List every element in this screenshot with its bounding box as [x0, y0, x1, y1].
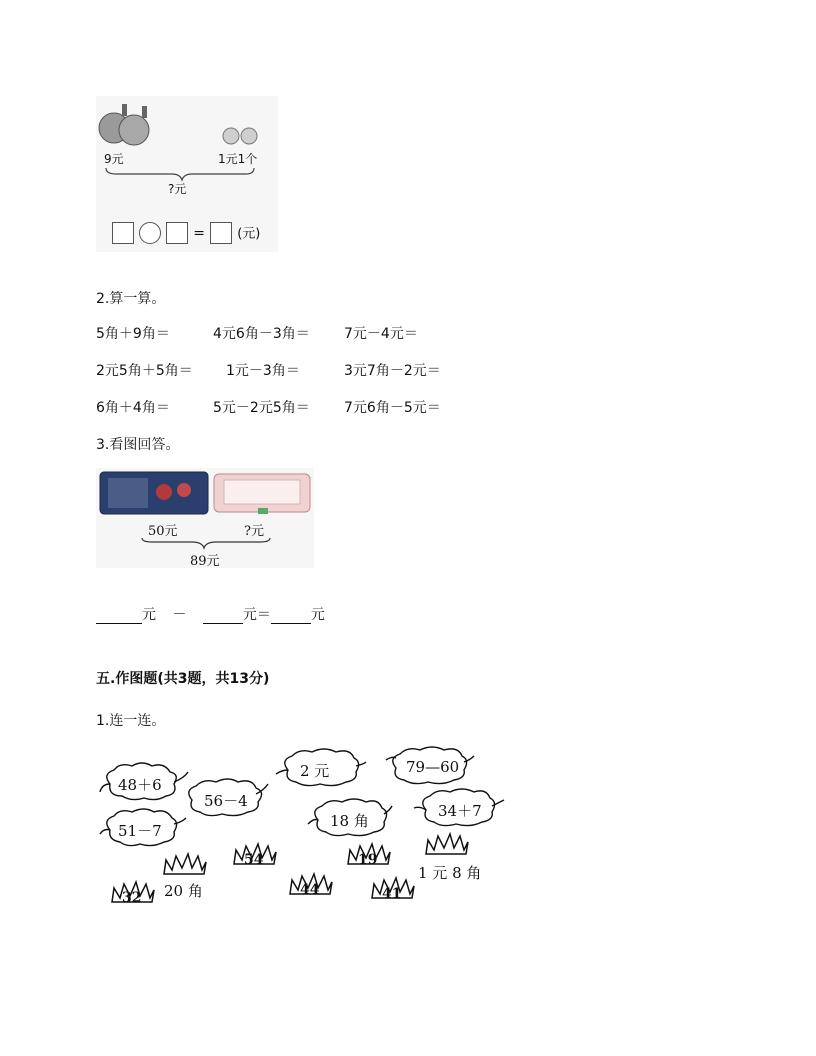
answer-box[interactable] [210, 222, 232, 244]
total-brace [106, 168, 254, 180]
blue-case-price: 50元 [148, 524, 178, 539]
calc-item: 5角＋9角＝ [96, 326, 170, 342]
answer-blank[interactable] [96, 609, 142, 624]
unit-label: 元 [310, 607, 325, 623]
equals-sign: = [193, 225, 206, 242]
operator-circle[interactable] [139, 222, 161, 244]
grass-label[interactable]: 41 [382, 886, 402, 902]
figure-paddles-balls [96, 96, 278, 252]
pink-case-price: ?元 [244, 524, 264, 539]
unit-label: 元＝ [242, 607, 271, 623]
cloud-label[interactable]: 2 元 [300, 762, 330, 780]
ball-icon [223, 128, 257, 144]
total-price: 89元 [190, 554, 220, 569]
plain-label[interactable]: 20 角 [164, 882, 203, 900]
calc-item: 7元－4元＝ [344, 326, 418, 342]
grass-label[interactable]: 32 [122, 890, 142, 906]
pencil-case-blue-icon [100, 472, 208, 514]
total-price: ?元 [168, 182, 187, 196]
minus-sign: － [172, 607, 187, 623]
pencil-case-pink-icon [214, 474, 310, 514]
q3-answer-line [96, 604, 325, 624]
matching-area [96, 744, 516, 914]
cloud-label[interactable]: 51－7 [118, 822, 162, 840]
calc-item: 4元6角－3角＝ [213, 326, 310, 342]
calc-item: 3元7角－2元＝ [344, 363, 441, 379]
cloud-label[interactable]: 48＋6 [118, 776, 162, 794]
unit-paren: (元) [237, 226, 261, 242]
calc-item: 6角＋4角＝ [96, 400, 170, 416]
grass-shape [164, 854, 206, 874]
answer-box[interactable] [166, 222, 188, 244]
answer-box[interactable] [112, 222, 134, 244]
q2-title: 2.算一算。 [96, 291, 166, 307]
cloud-label[interactable]: 18 角 [330, 812, 369, 830]
unit-label: 元 [142, 607, 156, 623]
calc-item: 5元－2元5角＝ [213, 400, 310, 416]
plain-label[interactable]: 1 元 8 角 [418, 864, 482, 882]
grass-label[interactable]: 44 [300, 882, 320, 898]
q3-title: 3.看图回答。 [96, 437, 180, 453]
figure-pencil-cases [96, 468, 314, 568]
cloud-label[interactable]: 79—60 [406, 758, 460, 776]
total-brace [142, 538, 270, 548]
grass-label[interactable]: 54 [244, 852, 264, 868]
calc-item: 2元5角＋5角＝ [96, 363, 193, 379]
section-heading: 五.作图题(共3题，共13分) [96, 671, 270, 687]
calc-item: 7元6角－5元＝ [344, 400, 441, 416]
paddle-icon [99, 104, 149, 145]
grass-label[interactable]: 19 [358, 852, 378, 868]
calc-item: 1元－3角＝ [226, 363, 300, 379]
cloud-label[interactable]: 56－4 [204, 792, 248, 810]
grass-shape [426, 834, 468, 854]
answer-blank[interactable] [271, 609, 311, 624]
equation-template [112, 222, 260, 244]
answer-blank[interactable] [203, 609, 243, 624]
cloud-label[interactable]: 34＋7 [438, 802, 482, 820]
paddle-price: 9元 [104, 152, 124, 166]
q1-title: 1.连一连。 [96, 713, 166, 729]
ball-price: 1元1个 [218, 152, 258, 166]
